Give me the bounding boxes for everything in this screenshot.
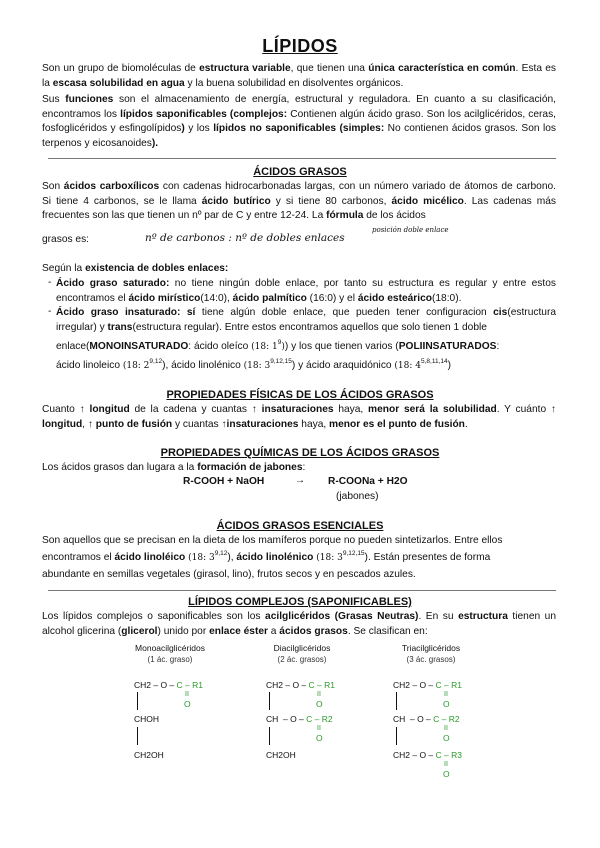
mono-row-2: CHOH	[134, 714, 160, 724]
propiedades-fisicas-text: Cuanto ↑ longitud de la cadena y cuantas ↑ insaturaciones haya, menor será la solubilidad. Y cuánto ↑ longitud, ↑ punto de fusión y cuantas ↑insaturaciones haya, menor es el punto de fusión.	[42, 404, 556, 430]
heading-acidos-esenciales: ÁCIDOS GRASOS ESENCIALES	[216, 520, 384, 532]
tri-row-2: CH – O – C – R2	[393, 714, 460, 724]
heading-acidos-grasos: ÁCIDOS GRASOS	[253, 166, 347, 178]
triacilgliceridos-subtitle: (3 ác. grasos)	[406, 655, 456, 664]
monoacilgliceridos-subtitle: (1 ác. graso)	[147, 655, 193, 664]
reaction-products: R-COONa + H2O	[328, 476, 408, 487]
propiedades-quimicas-text: Los ácidos grasos dan lugara a la formación de jabones:	[42, 462, 306, 473]
di-bond-2	[269, 727, 270, 745]
bullet-dash: -	[48, 306, 52, 317]
tri-bond-2	[396, 727, 397, 745]
di-row-3: CH2OH	[266, 750, 296, 760]
esenciales-line-2: encontramos el ácido linoléico (18: 3$^{9,12}$), ácido linolénico (18: 3$^{9,12,15}$). Están presentes de forma	[42, 550, 491, 563]
insaturado-line-3: enlace(MONOINSATURADO: ácido oleíco (18: $1^9$)) y los que tienen varios (POLIINSATURADOS:	[56, 339, 500, 352]
di-double-bond-2: II	[317, 725, 321, 732]
tri-oxygen-1: O	[443, 699, 450, 709]
esenciales-line-3: abundante en semillas vegetales (girasol, lino), frutos secos y en pescados azules.	[42, 569, 416, 580]
esenciales-line-1: Son aquellos que se precisan en la dieta de los mamíferos porque no pueden sintetizarlos. Entre ellos	[42, 535, 503, 546]
section-divider	[48, 158, 556, 159]
tri-double-bond-3: II	[444, 761, 448, 768]
tri-double-bond-2: II	[444, 725, 448, 732]
page-title: LÍPIDOS	[262, 36, 338, 56]
dobles-enlaces-lead: Según la existencia de dobles enlaces:	[42, 263, 229, 274]
mono-oxygen: O	[184, 699, 191, 709]
diacilgliceridos-subtitle: (2 ác. grasos)	[277, 655, 327, 664]
tri-oxygen-3: O	[443, 769, 450, 779]
tri-oxygen-2: O	[443, 733, 450, 743]
tri-row-1: CH2 – O – C – R1	[393, 680, 462, 690]
mono-row-3: CH2OH	[134, 750, 164, 760]
formula-lead: grasos es:	[42, 234, 89, 245]
formula-superscript-note: posición doble enlace	[372, 226, 449, 234]
acidos-grasos-paragraph: Son ácidos carboxílicos con cadenas hidrocarbonadas largas, con un número variado de átomos de carbono. Si tiene 4 carbonos, se le llama ácido butírico y si tiene 80 carbonos, ácido micélico. Las cadenas más frecuentes son las que tienen un nº par de C y entre 12-24. La fórmula de los ácidos	[42, 181, 556, 221]
lipidos-complejos-text: Los lípidos complejos o saponificables son los acilglicéridos (Grasas Neutras). En su estructura tienen un alcohol glicerina (glicerol) unido por enlace éster a ácidos grasos. Se clasifican en:	[42, 611, 557, 637]
mono-row-1: CH2 – O – C – R1	[134, 680, 203, 690]
di-bond-1	[269, 692, 270, 710]
di-oxygen-2: O	[316, 733, 323, 743]
mono-double-bond: II	[185, 691, 189, 698]
intro-paragraph-2: Sus funciones son el almacenamiento de energía, estructural y reguladora. En cuanto a su clasificación, encontramos los lípidos saponificables (complejos: Contienen algún ácido graso. Son los acilglicéridos, ceras, fosfoglicéridos y esfingolípidos) y los lípidos no saponificables (simples: No contienen ácidos grasos. Son los terpenos y eicosanoides).	[42, 94, 557, 149]
tri-bond-1	[396, 692, 397, 710]
heading-propiedades-fisicas: PROPIEDADES FÍSICAS DE LOS ÁCIDOS GRASOS	[166, 389, 434, 401]
intro-paragraph-1: Son un grupo de biomoléculas de estructura variable, que tienen una única característica en común. Esta es la escasa solubilidad en agua y la buena solubilidad en disolventes orgánicos.	[42, 63, 557, 89]
di-oxygen-1: O	[316, 699, 323, 709]
saturado-item: Ácido graso saturado: no tiene ningún doble enlace, por tanto su estructura es regular y entre estos encontramos el ácido mirístico(14:0), ácido palmítico (16:0) y el ácido esteárico(18:0).	[56, 278, 556, 304]
diacilgliceridos-title: Diacilglicéridos	[273, 643, 331, 653]
di-double-bond-1: II	[317, 691, 321, 698]
bullet-dash: -	[48, 277, 52, 288]
mono-bond-2	[137, 727, 138, 745]
reaction-arrow: →	[295, 475, 306, 486]
triacilgliceridos-title: Triacilglicéridos	[401, 643, 461, 653]
jabones-label: (jabones)	[336, 491, 379, 502]
di-row-1: CH2 – O – C – R1	[266, 680, 335, 690]
insaturado-line-4: ácido linoleico (18: 2$^{9,12}$), ácido linolénico (18: 3$^{9,12,15}$) y ácido araquidónico (18: 4$^{5,8,11,14}$)	[56, 358, 452, 371]
section-divider	[48, 590, 556, 591]
mono-bond-1	[137, 692, 138, 710]
heading-lipidos-complejos: LÍPIDOS COMPLEJOS (SAPONIFICABLES)	[188, 596, 412, 608]
di-row-2: CH – O – C – R2	[266, 714, 333, 724]
fatty-acid-formula: nº de carbonos : nº de dobles enlaces	[145, 232, 345, 244]
reaction-reactants: R-COOH + NaOH	[183, 476, 265, 487]
tri-row-3: CH2 – O – C – R3	[393, 750, 462, 760]
monoacilgliceridos-title: Monoacilglicéridos	[135, 643, 205, 653]
insaturado-item: Ácido graso insaturado: sí tiene algún doble enlace, que pueden tener configuracion cis(estructura irregular) y trans(estructura regular). Entre estos encontramos aquellos que solo tienen 1 doble	[56, 307, 557, 333]
heading-propiedades-quimicas: PROPIEDADES QUÍMICAS DE LOS ÁCIDOS GRASOS	[160, 447, 440, 459]
tri-double-bond-1: II	[444, 691, 448, 698]
